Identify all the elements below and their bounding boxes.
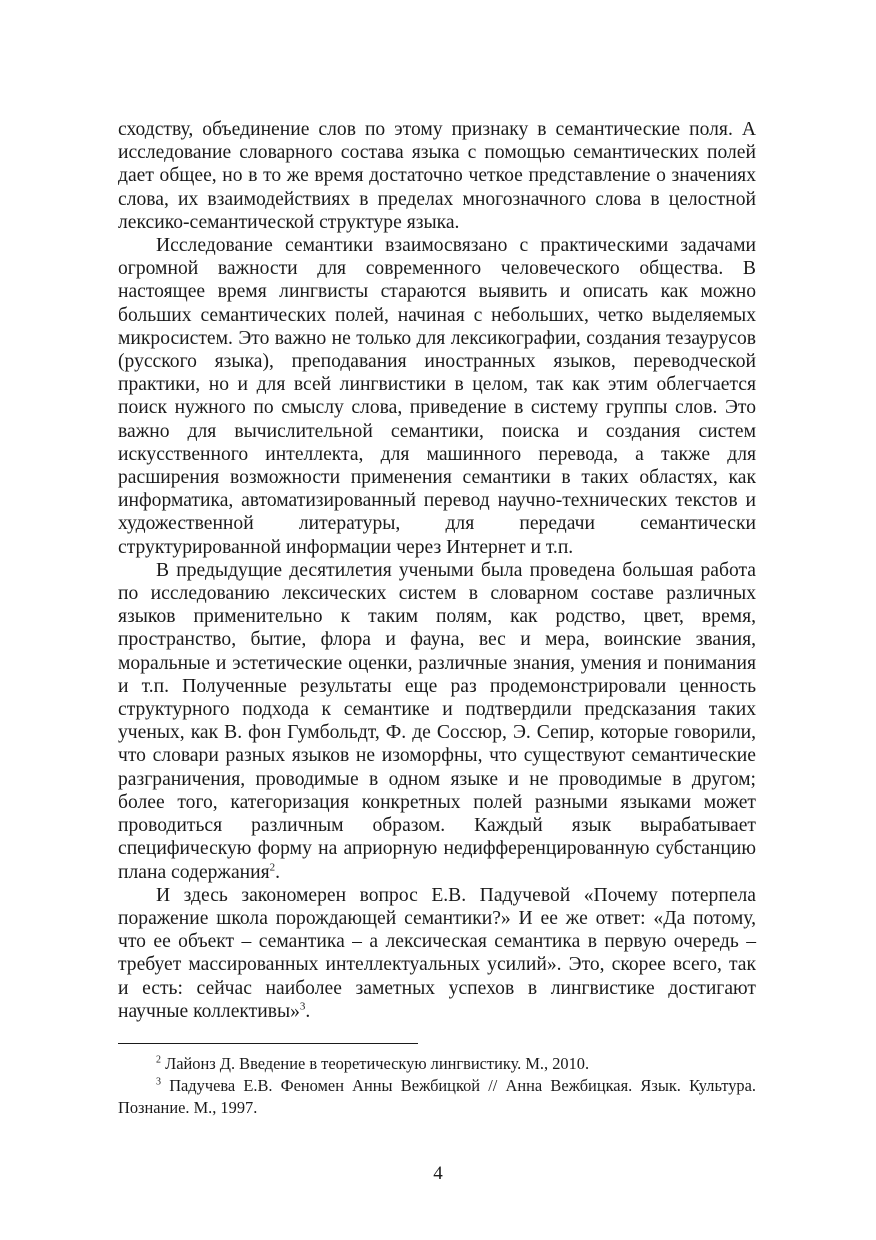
page-number: 4 (433, 1163, 443, 1184)
paragraph-4-tail: . (305, 1000, 311, 1022)
paragraph-4-text: И здесь закономерен вопрос Е.В. Падучевой «Почему потерпела поражение школа порождающей семантики?» И ее же ответ: «Да потому, что ее объект – семантика – а лексическая семантика в первую очередь – требует массированных интеллектуальных усилий». Это, скорее всего, так и есть: сейчас наиболее заметных успехов в лингвистике достигают научные коллективы» (118, 884, 756, 1022)
footnote-3-number: 3 (156, 1076, 161, 1088)
footnote-divider (118, 1043, 418, 1044)
paragraph-1-text: сходству, объединение слов по этому признаку в семантические поля. А исследование словарного состава языка с помощью семантических полей дает общее, но в то же время достаточно четкое представление о значениях слова, их взаимодействиях в пределах многозначного слова в целостной лексико-семантической структуре языка. (118, 119, 756, 233)
paragraph-3 (118, 559, 756, 884)
footnote-3-text: Падучева Е.В. Феномен Анны Вежбицкой // Анна Вежбицкая. Язык. Культура. Познание. М., 1997. (118, 1076, 756, 1117)
footnote-3 (118, 1075, 756, 1119)
paragraph-1 (118, 118, 756, 234)
paragraph-2-text: Исследование семантики взаимосвязано с практическими задачами огромной важности для современного человеческого общества. В настоящее время лингвисты стараются выявить и описать как можно больших семантических полей, начиная с небольших, четко выделяемых микросистем. Это важно не только для лексикографии, создания тезаурусов (русского языка), преподавания иностранных языков, переводческой практики, но и для всей лингвистики в целом, так как этим облегчается поиск нужного по смыслу слова, приведение в систему группы слов. Это важно для вычислительной семантики, поиска и создания систем искусственного интеллекта, для машинного перевода, а также для расширения возможности применения семантики в таких областях, как информатика, автоматизированный перевод научно-технических текстов и художественной литературы, для передачи семантически структурированной информации через Интернет и т.п. (118, 235, 756, 558)
footnote-2-number: 2 (156, 1054, 161, 1066)
footnote-2 (118, 1053, 756, 1075)
page-body (118, 118, 756, 1023)
footnote-ref-2[interactable]: 2 (269, 860, 276, 873)
main-text (118, 118, 756, 1023)
paragraph-4 (118, 884, 756, 1023)
paragraph-2 (118, 234, 756, 559)
paragraph-3-text: В предыдущие десятилетия учеными была проведена большая работа по исследованию лексических систем в словарном составе различных языков применительно к таким полям, как родство, цвет, время, пространство, бытие, флора и фауна, вес и мера, воинские звания, моральные и эстетические оценки, различные знания, умения и понимания и т.п. Полученные результаты еще раз продемонстрировали ценность структурного подхода к семантике и подтвердили предсказания таких ученых, как В. фон Гумбольдт, Ф. де Соссюр, Э. Сепир, которые говорили, что словари разных языков не изоморфны, что существуют семантические разграничения, проводимые в одном языке и не проводимые в другом; более того, категоризация конкретных полей разными языками может проводиться различным образом. Каждый язык вырабатывает специфическую форму на априорную недифференцированную субстанцию плана содержания (118, 559, 756, 883)
footnotes (118, 1053, 756, 1119)
footnote-2-text: Лайонз Д. Введение в теоретическую лингвистику. М., 2010. (161, 1054, 590, 1073)
paragraph-3-tail: . (275, 861, 281, 883)
footnote-ref-3[interactable]: 3 (299, 1000, 306, 1013)
